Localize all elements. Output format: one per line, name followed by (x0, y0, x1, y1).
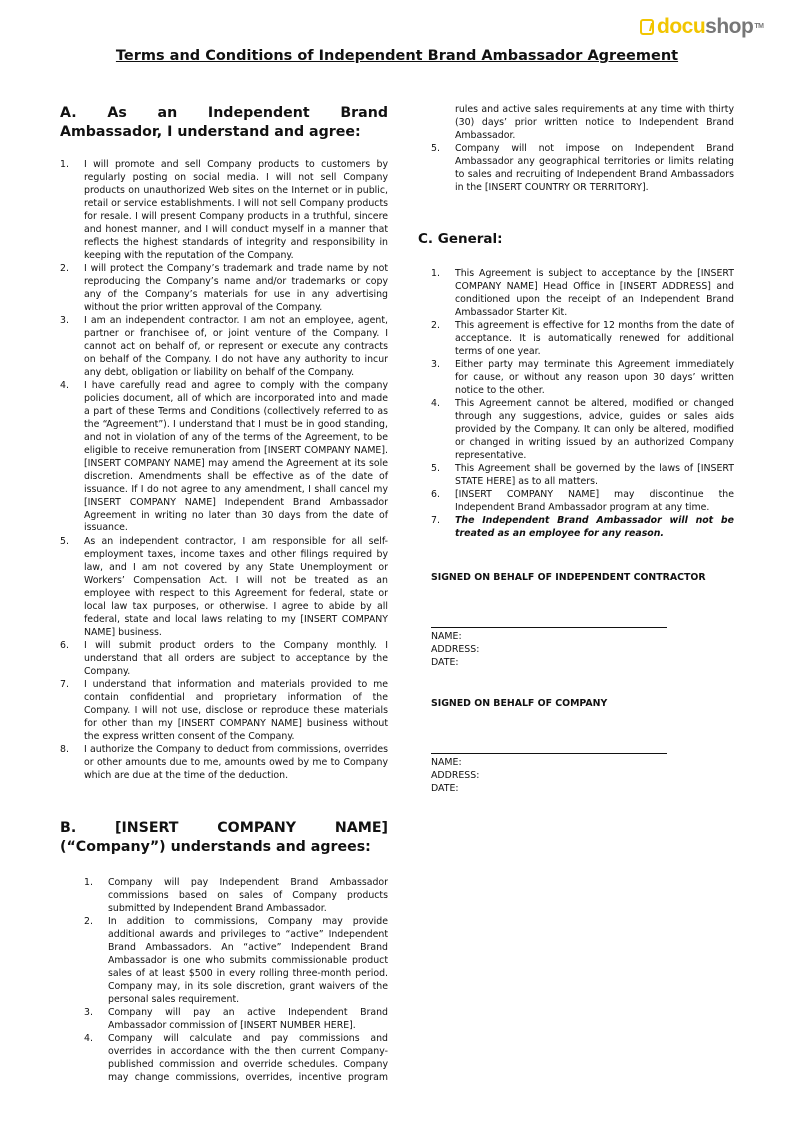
company-address-label: ADDRESS: (431, 769, 480, 781)
list-item: 1. I will promote and sell Company products to customers by regularly posting on social media. I will not sell Company products on unauthorized Web sites on the Internet or in public, retail or service establishments. I will not sell Company products for resale. I will present Company products in a truthful, sincere and honest manner, and I will conduct myself in a manner that reflects the highest standards of integrity and responsibility in keeping with the reputation of the Company. (60, 159, 388, 261)
docushop-logo-icon (640, 19, 654, 35)
docushop-logo-text: docushop™ (657, 15, 764, 38)
section-a-heading: A. As an Independent Brand Ambassador, I understand and agree: (60, 105, 388, 140)
list-item: 2. In addition to commissions, Company may provide additional awards and privileges to “active” Independent Brand Ambassadors. An “active” Independent Brand Ambassador is one who submits commissionable product sales of at least $500 in every rolling three-month period. Company may, in its sole discretion, grant waivers of the personal sales requirement. (84, 916, 388, 1005)
document-title: Terms and Conditions of Independent Brand Ambassador Agreement (115, 48, 679, 64)
list-item: 3. Company will pay an active Independent Brand Ambassador commission of [INSERT NUMBER HERE]. (84, 1007, 388, 1031)
left-column (60, 104, 388, 1085)
list-item: 7. I understand that information and materials provided to me contain confidential and proprietary information of the Company. I will not use, disclose or reproduce these materials for other than my [INSERT COMPANY NAME] business without the express written consent of the Company. (60, 679, 388, 742)
right-column (418, 104, 734, 796)
section-c-heading: C. General: (418, 231, 503, 247)
section-b-list-continued (418, 143, 734, 195)
list-item: 5. As an independent contractor, I am responsible for all self-employment taxes, income taxes and other filings required by law, and I am not covered by any State Unemployment or Workers’ Compensation Act. I will not be treated as an employee with respect to this Agreement for federal, state or local law tax purposes, or otherwise. I agree to abide by all federal, state and local laws relating to my [INSERT COMPANY NAME] business. (60, 536, 388, 638)
list-item: 1. Company will pay Independent Brand Ambassador commissions based on sales of Company products submitted by Independent Brand Ambassador. (84, 877, 388, 914)
section-b-heading: B. [INSERT COMPANY NAME] (“Company”) understands and agrees: (60, 820, 388, 855)
docushop-logo (640, 16, 782, 38)
list-item: 7. The Independent Brand Ambassador will not be treated as an employee for any reason. (431, 515, 734, 539)
section-b-item-4-text: Company will calculate and pay commissions and overrides in accordance with the then current Company-published commission and override schedules. Company may change commissions, overrides, incentive program (108, 1033, 388, 1083)
list-item: 2. I will protect the Company’s trademark and trade name by not reproducing the Company’s name and/or trademarks or copy any of the Company’s materials for use in any advertising without the prior written approval of the Company. (60, 263, 388, 313)
list-item: 8. I authorize the Company to deduct from commissions, overrides or other amounts due to me, amounts owed by me to Company which are due at the time of the deduction. (60, 744, 388, 781)
company-signature-heading: SIGNED ON BEHALF OF COMPANY (431, 697, 608, 709)
list-item: 1. This Agreement is subject to acceptance by the [INSERT COMPANY NAME] Head Office in [INSERT ADDRESS] and conditioned upon the receipt of an Independent Brand Ambassador Starter Kit. (431, 268, 734, 318)
list-item: 6. [INSERT COMPANY NAME] may discontinue the Independent Brand Ambassador program at any time. (431, 489, 734, 513)
list-item: 3. I am an independent contractor. I am not an employee, agent, partner or franchisee of, or joint venture of the Company. I cannot act on behalf of, or represent or execute any contracts on behalf of the Company. I do not have any authority to incur any debt, obligation or liability on behalf of the Company. (60, 315, 388, 378)
section-b-list (60, 877, 388, 1085)
contractor-address-label: ADDRESS: (431, 643, 480, 655)
list-item: 5. Company will not impose on Independent Brand Ambassador any geographical territories or limits relating to sales and recruiting of Independent Brand Ambassadors in the [INSERT COUNTRY OR TERRITORY]. (431, 143, 734, 193)
contractor-date-label: DATE: (431, 656, 459, 668)
contractor-signature-heading: SIGNED ON BEHALF OF INDEPENDENT CONTRACTOR (431, 572, 706, 583)
section-a-list (60, 159, 388, 783)
list-item: 4. I have carefully read and agree to comply with the company policies document, all of which are incorporated into and made a part of these Terms and Conditions (collectively referred to as the “Agreement”). I understand that I must be in good standing, and not in violation of any of the terms of the Agreement, to be eligible to receive remuneration from [INSERT COMPANY NAME]. [INSERT COMPANY NAME] may amend the Agreement at its sole discretion. Amendments shall be effective as of the date of issuance. If I do not agree to any amendment, I shall cancel my [INSERT COMPANY NAME] Independent Brand Ambassador Agreement in writing no later than 30 days from the date of issuance. (60, 380, 388, 534)
company-name-label: NAME: (431, 756, 462, 768)
contractor-name-label: NAME: (431, 631, 462, 642)
list-item: 3. Either party may terminate this Agreement immediately for cause, or without any reason upon 30 days’ written notice to the other. (431, 359, 734, 396)
list-item: 5. This Agreement shall be governed by the laws of [INSERT STATE HERE] as to all matters. (431, 463, 734, 487)
company-date-label: DATE: (431, 782, 459, 794)
list-item: 4. This Agreement cannot be altered, modified or changed through any suggestions, advice, guides or sales aids provided by the Company. It can only be altered, modified or changed in writing issued by an authorized Company representative. (431, 398, 734, 461)
section-b-item-4-continuation: rules and active sales requirements at any time with thirty (30) days’ prior written notice to Independent Brand Ambassador. (455, 104, 734, 141)
list-item: 6. I will submit product orders to the Company monthly. I understand that all orders are subject to acceptance by the Company. (60, 640, 388, 677)
section-c-list (418, 268, 734, 541)
list-item: 4. Company will calculate and pay commissions and overrides in accordance with the then current Company-published commission and override schedules. Company may change commissions, overrides, incentive program (60, 1033, 388, 1085)
list-item: 2. This agreement is effective for 12 months from the date of acceptance. It is automatically renewed for additional terms of one year. (431, 320, 734, 357)
